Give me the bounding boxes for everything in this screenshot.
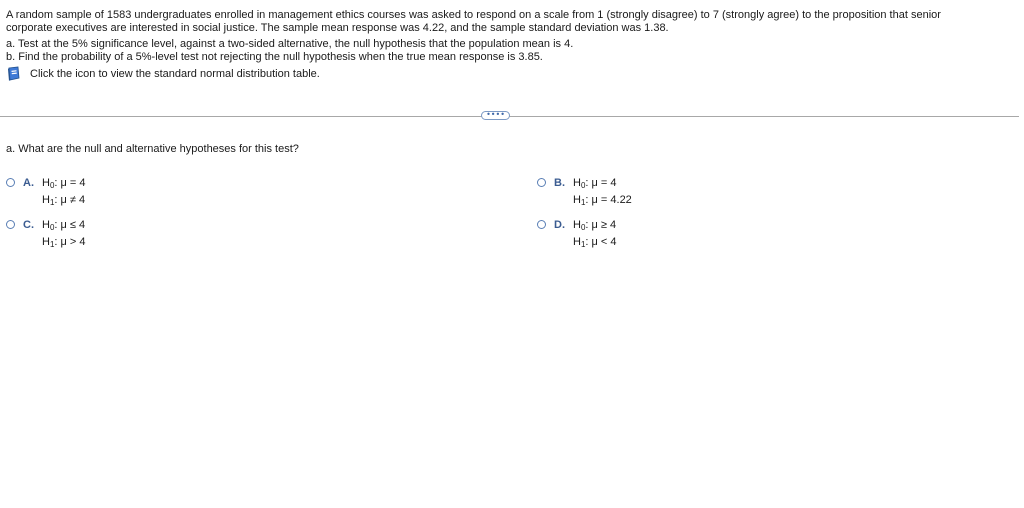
choice-letter: C. [23, 219, 34, 231]
null-hypothesis: $H_0$: μ ≥ 4 [573, 219, 617, 232]
choice-hypotheses [573, 217, 617, 251]
choice-c[interactable] [6, 217, 86, 251]
choice-hypotheses [573, 175, 632, 209]
problem-statement [6, 9, 1006, 82]
part-a-instruction: a. Test at the 5% significance level, against a two-sided alternative, the null hypothesis that the population mean is 4. [6, 38, 574, 50]
choice-b[interactable] [537, 175, 632, 209]
table-link-text: Click the icon to view the standard normal distribution table. [30, 67, 320, 80]
choice-letter: D. [554, 219, 565, 231]
part-b-instruction: b. Find the probability of a 5%-level test not rejecting the null hypothesis when the true mean response is 3.85. [6, 51, 543, 63]
alternative-hypothesis: $H_1$: μ < 4 [573, 236, 617, 249]
null-hypothesis: $H_0$: μ ≤ 4 [42, 219, 86, 232]
radio-button[interactable] [6, 220, 15, 229]
choice-hypotheses [42, 175, 86, 209]
radio-button[interactable] [537, 220, 546, 229]
intro-line-1: A random sample of 1583 undergraduates enrolled in management ethics courses was asked to respond on a scale from 1 (strongly disagree) to 7 (strongly agree) to the proposition that senior [6, 9, 941, 21]
radio-button[interactable] [537, 178, 546, 187]
null-hypothesis: $H_0$: μ = 4 [42, 177, 86, 190]
choice-letter: A. [23, 177, 34, 189]
question-prompt: a. What are the null and alternative hypotheses for this test? [6, 143, 299, 155]
intro-line-2: corporate executives are interested in social justice. The sample mean response was 4.22, and the sample standard deviation was 1.38. [6, 22, 669, 34]
null-hypothesis: $H_0$: μ = 4 [573, 177, 617, 190]
alternative-hypothesis: $H_1$: μ ≠ 4 [42, 194, 86, 207]
expand-more-button[interactable]: •••• [481, 111, 510, 120]
alternative-hypothesis: $H_1$: μ > 4 [42, 236, 86, 249]
choice-d[interactable] [537, 217, 617, 251]
book-icon[interactable] [6, 66, 22, 82]
choice-a[interactable] [6, 175, 86, 209]
alternative-hypothesis: $H_1$: μ = 4.22 [573, 194, 632, 207]
normal-table-link [6, 66, 1006, 82]
problem-intro [6, 9, 1006, 35]
choice-letter: B. [554, 177, 565, 189]
choice-hypotheses [42, 217, 86, 251]
radio-button[interactable] [6, 178, 15, 187]
